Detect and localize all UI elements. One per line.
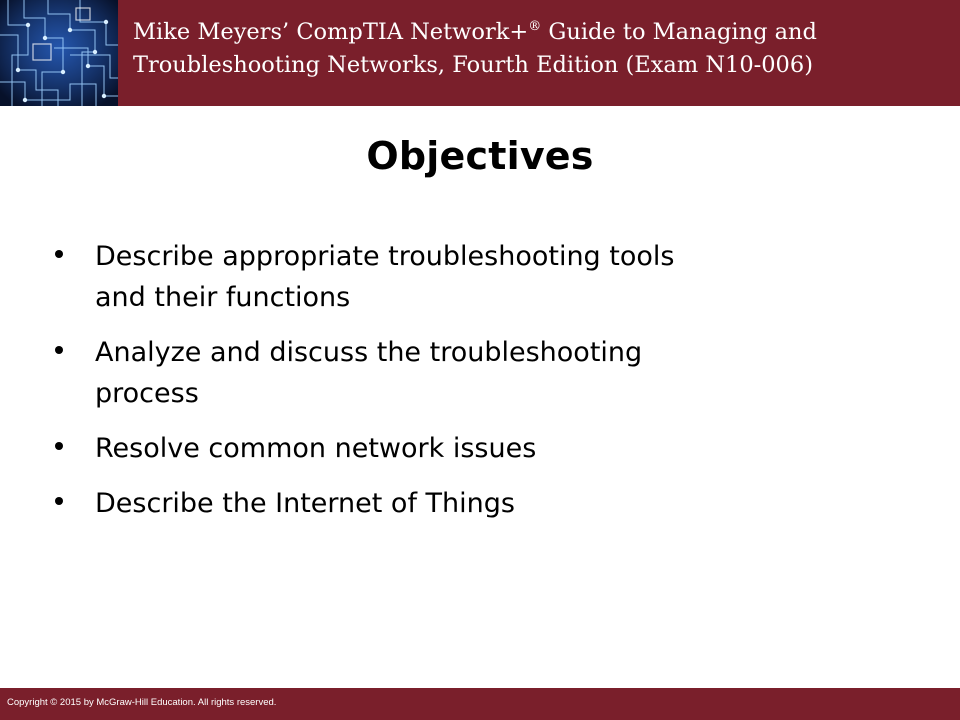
objective-item <box>55 483 935 524</box>
book-title-subtitle-text: Guide to Managing and <box>541 19 817 45</box>
objectives-list <box>55 236 935 538</box>
registered-trademark-mark: ® <box>528 19 542 34</box>
bullet-icon <box>55 250 63 258</box>
book-title-line-2: Troubleshooting Networks, Fourth Edition (Exam N10-006) <box>133 52 813 78</box>
objective-text-line: Analyze and discuss the troubleshooting <box>95 337 643 368</box>
objective-text-line: Resolve common network issues <box>95 433 537 464</box>
objective-text-line: process <box>95 378 199 409</box>
objective-text-line: and their functions <box>95 282 351 313</box>
header-banner <box>0 0 960 106</box>
book-title-line-1 <box>133 16 948 49</box>
objective-item <box>55 428 935 469</box>
circuit-graphic <box>0 0 118 106</box>
objective-item <box>55 236 935 318</box>
book-title-main-text: Mike Meyers’ CompTIA Network+ <box>133 19 529 45</box>
objective-text-line: Describe appropriate troubleshooting tools <box>95 241 675 272</box>
bullet-icon <box>55 346 63 354</box>
bullet-icon <box>55 497 63 505</box>
footer-banner <box>0 688 960 720</box>
book-title <box>133 16 948 82</box>
objective-text-line: Describe the Internet of Things <box>95 488 515 519</box>
slide-title: Objectives <box>366 134 594 178</box>
objective-item <box>55 332 935 414</box>
circuit-art-image <box>0 0 118 106</box>
bullet-icon <box>55 442 63 450</box>
copyright-notice: Copyright © 2015 by McGraw-Hill Education. All rights reserved. <box>7 697 277 708</box>
